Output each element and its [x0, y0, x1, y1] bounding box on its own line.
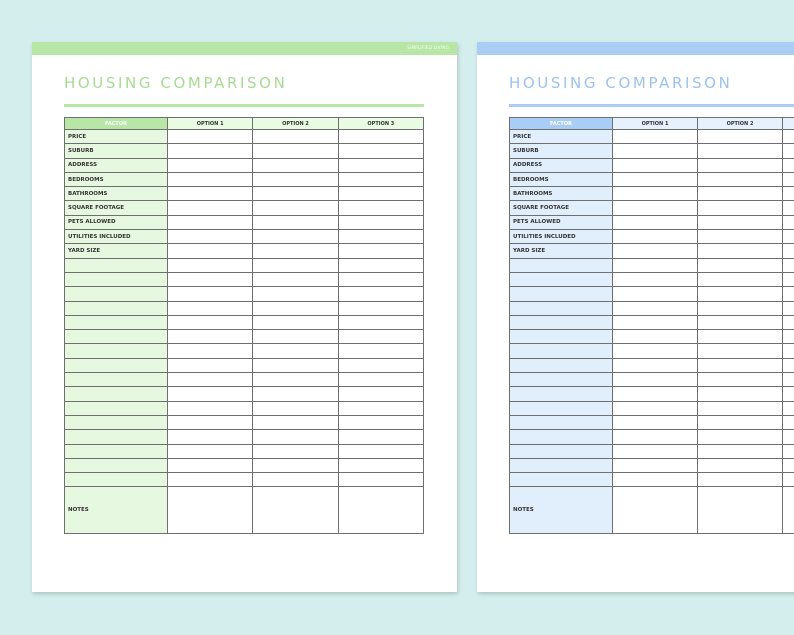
table-row: [65, 244, 424, 258]
factor-cell: ADDRESS: [510, 158, 613, 172]
option-3-cell[interactable]: [783, 215, 794, 229]
option-3-cell[interactable]: [338, 272, 423, 286]
table-row: [510, 172, 794, 186]
option-1-cell[interactable]: [613, 244, 698, 258]
option-1-cell[interactable]: [613, 473, 698, 487]
table-row: [65, 444, 424, 458]
factor-cell: [510, 272, 613, 286]
table-row: [65, 158, 424, 172]
option-1-cell[interactable]: [613, 187, 698, 201]
option-2-cell[interactable]: [698, 387, 783, 401]
option-3-cell[interactable]: [338, 258, 423, 272]
table-row: [65, 387, 424, 401]
worksheet-green: [32, 42, 457, 592]
option-3-cell[interactable]: [783, 230, 794, 244]
factor-cell: ADDRESS: [65, 158, 168, 172]
notes-option-3-cell[interactable]: [338, 487, 423, 534]
factor-cell: [510, 458, 613, 472]
option-2-cell[interactable]: [698, 272, 783, 286]
option-1-cell[interactable]: [168, 201, 253, 215]
option-1-cell[interactable]: [168, 444, 253, 458]
option-1-cell[interactable]: [168, 358, 253, 372]
notes-label: NOTES: [510, 487, 613, 534]
factor-cell: [510, 401, 613, 415]
option-1-cell[interactable]: [613, 301, 698, 315]
option-2-cell[interactable]: [698, 344, 783, 358]
option-3-cell[interactable]: [783, 358, 794, 372]
option-1-cell[interactable]: [168, 130, 253, 144]
option-1-cell[interactable]: [168, 473, 253, 487]
factor-cell: [65, 444, 168, 458]
option-3-cell[interactable]: [338, 330, 423, 344]
option-1-cell[interactable]: [168, 401, 253, 415]
title-underline: [64, 104, 424, 107]
option-2-cell[interactable]: [698, 401, 783, 415]
top-color-bar: [477, 42, 794, 55]
option-1-cell[interactable]: [168, 258, 253, 272]
option-1-cell[interactable]: [168, 272, 253, 286]
notes-label: NOTES: [65, 487, 168, 534]
factor-cell: [65, 458, 168, 472]
table-row: [510, 287, 794, 301]
option-3-cell[interactable]: [783, 144, 794, 158]
option-2-cell[interactable]: [698, 144, 783, 158]
option-3-cell[interactable]: [338, 187, 423, 201]
factor-cell: YARD SIZE: [510, 244, 613, 258]
table-row: [510, 473, 794, 487]
table-row: [65, 415, 424, 429]
option-3-cell[interactable]: [338, 458, 423, 472]
option-2-cell[interactable]: [698, 215, 783, 229]
column-header-option-3: OPTION 3: [338, 118, 423, 130]
table-row: [510, 430, 794, 444]
option-3-cell[interactable]: [338, 387, 423, 401]
factor-cell: [65, 344, 168, 358]
factor-cell: [65, 315, 168, 329]
table-row: [65, 130, 424, 144]
factor-cell: [510, 373, 613, 387]
factor-cell: [510, 473, 613, 487]
table-row: [510, 215, 794, 229]
factor-cell: [510, 258, 613, 272]
option-3-cell[interactable]: [338, 444, 423, 458]
option-3-cell[interactable]: [783, 258, 794, 272]
option-3-cell[interactable]: [783, 301, 794, 315]
table-row: [65, 373, 424, 387]
option-1-cell[interactable]: [168, 315, 253, 329]
option-2-cell[interactable]: [253, 301, 338, 315]
option-1-cell[interactable]: [168, 415, 253, 429]
option-1-cell[interactable]: [168, 215, 253, 229]
table-row: [65, 215, 424, 229]
option-2-cell[interactable]: [698, 358, 783, 372]
factor-cell: [65, 287, 168, 301]
option-2-cell[interactable]: [253, 473, 338, 487]
option-3-cell[interactable]: [338, 401, 423, 415]
option-3-cell[interactable]: [783, 244, 794, 258]
factor-cell: PETS ALLOWED: [65, 215, 168, 229]
option-3-cell[interactable]: [338, 158, 423, 172]
table-row: [65, 430, 424, 444]
factor-cell: SUBURB: [65, 144, 168, 158]
option-2-cell[interactable]: [253, 187, 338, 201]
table-row: [65, 201, 424, 215]
option-3-cell[interactable]: [783, 330, 794, 344]
factor-cell: [65, 387, 168, 401]
factor-cell: YARD SIZE: [65, 244, 168, 258]
comparison-table: [509, 117, 794, 534]
option-1-cell[interactable]: [168, 144, 253, 158]
table-row: [510, 272, 794, 286]
option-3-cell[interactable]: [338, 415, 423, 429]
factor-cell: PRICE: [65, 130, 168, 144]
title-underline: [509, 104, 794, 107]
option-3-cell[interactable]: [338, 201, 423, 215]
table-row: [510, 444, 794, 458]
option-2-cell[interactable]: [253, 272, 338, 286]
option-3-cell[interactable]: [338, 287, 423, 301]
factor-cell: SQUARE FOOTAGE: [510, 201, 613, 215]
option-1-cell[interactable]: [613, 215, 698, 229]
factor-cell: UTILITIES INCLUDED: [65, 230, 168, 244]
table-row: [65, 473, 424, 487]
option-3-cell[interactable]: [783, 272, 794, 286]
option-2-cell[interactable]: [253, 387, 338, 401]
table-row: [65, 358, 424, 372]
table-row: [65, 272, 424, 286]
option-2-cell[interactable]: [698, 230, 783, 244]
option-1-cell[interactable]: [168, 344, 253, 358]
option-2-cell[interactable]: [253, 287, 338, 301]
factor-cell: [510, 315, 613, 329]
factor-cell: UTILITIES INCLUDED: [510, 230, 613, 244]
factor-cell: [65, 258, 168, 272]
option-1-cell[interactable]: [613, 201, 698, 215]
option-1-cell[interactable]: [613, 315, 698, 329]
option-3-cell[interactable]: [783, 373, 794, 387]
option-2-cell[interactable]: [253, 130, 338, 144]
option-1-cell[interactable]: [613, 172, 698, 186]
factor-cell: [65, 272, 168, 286]
option-1-cell[interactable]: [613, 373, 698, 387]
option-3-cell[interactable]: [338, 144, 423, 158]
option-2-cell[interactable]: [698, 330, 783, 344]
factor-cell: BATHROOMS: [65, 187, 168, 201]
option-3-cell[interactable]: [338, 244, 423, 258]
option-1-cell[interactable]: [613, 144, 698, 158]
factor-cell: BEDROOMS: [510, 172, 613, 186]
table-row: [65, 230, 424, 244]
table-row: [510, 415, 794, 429]
option-1-cell[interactable]: [168, 244, 253, 258]
table-row: [510, 187, 794, 201]
notes-option-1-cell[interactable]: [613, 487, 698, 534]
factor-cell: [65, 373, 168, 387]
notes-option-3-cell[interactable]: [783, 487, 794, 534]
option-2-cell[interactable]: [253, 344, 338, 358]
notes-option-2-cell[interactable]: [253, 487, 338, 534]
option-1-cell[interactable]: [168, 287, 253, 301]
option-3-cell[interactable]: [783, 130, 794, 144]
option-2-cell[interactable]: [253, 230, 338, 244]
option-2-cell[interactable]: [698, 130, 783, 144]
option-3-cell[interactable]: [338, 473, 423, 487]
option-3-cell[interactable]: [338, 315, 423, 329]
column-header-option-1: OPTION 1: [168, 118, 253, 130]
option-3-cell[interactable]: [338, 130, 423, 144]
table-row: [65, 287, 424, 301]
factor-cell: [510, 415, 613, 429]
table-row: [65, 144, 424, 158]
option-1-cell[interactable]: [613, 387, 698, 401]
factor-cell: [65, 415, 168, 429]
option-2-cell[interactable]: [698, 444, 783, 458]
factor-cell: [65, 473, 168, 487]
factor-cell: [510, 444, 613, 458]
option-3-cell[interactable]: [783, 158, 794, 172]
option-3-cell[interactable]: [783, 430, 794, 444]
table-row: [65, 458, 424, 472]
table-row: [65, 315, 424, 329]
notes-option-1-cell[interactable]: [168, 487, 253, 534]
option-3-cell[interactable]: [783, 287, 794, 301]
option-1-cell[interactable]: [613, 258, 698, 272]
factor-cell: PRICE: [510, 130, 613, 144]
table-row: [510, 258, 794, 272]
option-3-cell[interactable]: [783, 401, 794, 415]
option-1-cell[interactable]: [168, 430, 253, 444]
option-2-cell[interactable]: [253, 444, 338, 458]
option-1-cell[interactable]: [613, 230, 698, 244]
factor-cell: [65, 401, 168, 415]
factor-cell: [65, 358, 168, 372]
option-2-cell[interactable]: [698, 287, 783, 301]
table-row: [510, 358, 794, 372]
table-row: [510, 130, 794, 144]
option-2-cell[interactable]: [698, 473, 783, 487]
option-3-cell[interactable]: [338, 172, 423, 186]
option-3-cell[interactable]: [783, 187, 794, 201]
table-row: [510, 301, 794, 315]
table-row: [65, 401, 424, 415]
option-3-cell[interactable]: [783, 315, 794, 329]
factor-cell: [510, 358, 613, 372]
option-3-cell[interactable]: [338, 301, 423, 315]
table-row: [510, 330, 794, 344]
option-1-cell[interactable]: [613, 130, 698, 144]
table-row: [65, 301, 424, 315]
table-header-row: [510, 118, 794, 130]
option-3-cell[interactable]: [783, 473, 794, 487]
option-2-cell[interactable]: [698, 201, 783, 215]
notes-row: [510, 487, 794, 534]
column-header-option-2: OPTION 2: [253, 118, 338, 130]
table-header-row: [65, 118, 424, 130]
table-row: [510, 401, 794, 415]
option-2-cell[interactable]: [253, 258, 338, 272]
factor-cell: [510, 287, 613, 301]
option-1-cell[interactable]: [168, 301, 253, 315]
table-row: [510, 387, 794, 401]
table-row: [65, 344, 424, 358]
option-2-cell[interactable]: [253, 215, 338, 229]
option-2-cell[interactable]: [253, 330, 338, 344]
worksheet-blue: [477, 42, 794, 592]
factor-cell: SQUARE FOOTAGE: [65, 201, 168, 215]
option-3-cell[interactable]: [783, 444, 794, 458]
option-1-cell[interactable]: [613, 287, 698, 301]
factor-cell: [510, 330, 613, 344]
option-1-cell[interactable]: [168, 330, 253, 344]
table-row: [65, 258, 424, 272]
option-2-cell[interactable]: [253, 244, 338, 258]
table-row: [510, 244, 794, 258]
option-2-cell[interactable]: [253, 172, 338, 186]
option-2-cell[interactable]: [253, 315, 338, 329]
table-row: [510, 158, 794, 172]
option-2-cell[interactable]: [253, 358, 338, 372]
table-row: [65, 187, 424, 201]
option-2-cell[interactable]: [253, 458, 338, 472]
option-3-cell[interactable]: [338, 230, 423, 244]
option-3-cell[interactable]: [783, 387, 794, 401]
table-row: [510, 230, 794, 244]
option-2-cell[interactable]: [698, 301, 783, 315]
option-3-cell[interactable]: [783, 201, 794, 215]
option-2-cell[interactable]: [698, 415, 783, 429]
factor-cell: BATHROOMS: [510, 187, 613, 201]
option-1-cell[interactable]: [613, 401, 698, 415]
option-3-cell[interactable]: [338, 215, 423, 229]
page-title: HOUSING COMPARISON: [509, 74, 733, 92]
column-header-option-1: OPTION 1: [613, 118, 698, 130]
option-1-cell[interactable]: [168, 187, 253, 201]
option-2-cell[interactable]: [253, 201, 338, 215]
top-color-bar: [32, 42, 457, 55]
option-2-cell[interactable]: [698, 187, 783, 201]
option-1-cell[interactable]: [168, 387, 253, 401]
option-1-cell[interactable]: [168, 373, 253, 387]
factor-cell: [510, 344, 613, 358]
option-2-cell[interactable]: [698, 373, 783, 387]
option-3-cell[interactable]: [783, 172, 794, 186]
option-2-cell[interactable]: [698, 315, 783, 329]
option-2-cell[interactable]: [253, 144, 338, 158]
column-header-factor: FACTOR: [65, 118, 168, 130]
option-2-cell[interactable]: [253, 401, 338, 415]
option-1-cell[interactable]: [613, 330, 698, 344]
factor-cell: [65, 430, 168, 444]
factor-cell: SUBURB: [510, 144, 613, 158]
notes-option-2-cell[interactable]: [698, 487, 783, 534]
option-2-cell[interactable]: [698, 430, 783, 444]
option-3-cell[interactable]: [338, 430, 423, 444]
notes-row: [65, 487, 424, 534]
option-1-cell[interactable]: [613, 358, 698, 372]
option-1-cell[interactable]: [613, 272, 698, 286]
option-2-cell[interactable]: [253, 158, 338, 172]
table-row: [65, 172, 424, 186]
factor-cell: [510, 301, 613, 315]
column-header-factor: FACTOR: [510, 118, 613, 130]
option-1-cell[interactable]: [168, 458, 253, 472]
option-3-cell[interactable]: [338, 358, 423, 372]
option-1-cell[interactable]: [613, 430, 698, 444]
table-row: [510, 458, 794, 472]
table-row: [510, 201, 794, 215]
factor-cell: [65, 330, 168, 344]
option-1-cell[interactable]: [168, 158, 253, 172]
table-row: [510, 344, 794, 358]
option-3-cell[interactable]: [783, 458, 794, 472]
option-1-cell[interactable]: [613, 458, 698, 472]
brand-label: SIMPLIFIED LIVING: [407, 45, 449, 50]
table-row: [65, 330, 424, 344]
option-1-cell[interactable]: [613, 444, 698, 458]
option-3-cell[interactable]: [783, 415, 794, 429]
option-2-cell[interactable]: [698, 258, 783, 272]
page-title: HOUSING COMPARISON: [64, 74, 288, 92]
option-1-cell[interactable]: [613, 415, 698, 429]
factor-cell: [510, 387, 613, 401]
option-2-cell[interactable]: [253, 430, 338, 444]
table-row: [510, 315, 794, 329]
option-3-cell[interactable]: [338, 344, 423, 358]
option-1-cell[interactable]: [613, 344, 698, 358]
column-header-option-3: [783, 118, 794, 130]
option-1-cell[interactable]: [168, 172, 253, 186]
option-1-cell[interactable]: [168, 230, 253, 244]
option-3-cell[interactable]: [338, 373, 423, 387]
option-2-cell[interactable]: [253, 373, 338, 387]
option-2-cell[interactable]: [698, 172, 783, 186]
option-3-cell[interactable]: [783, 344, 794, 358]
factor-cell: PETS ALLOWED: [510, 215, 613, 229]
factor-cell: [65, 301, 168, 315]
comparison-table: [64, 117, 424, 534]
factor-cell: [510, 430, 613, 444]
table-row: [510, 373, 794, 387]
column-header-option-2: OPTION 2: [698, 118, 783, 130]
option-2-cell[interactable]: [698, 158, 783, 172]
factor-cell: BEDROOMS: [65, 172, 168, 186]
option-2-cell[interactable]: [698, 244, 783, 258]
option-2-cell[interactable]: [253, 415, 338, 429]
option-2-cell[interactable]: [698, 458, 783, 472]
option-1-cell[interactable]: [613, 158, 698, 172]
table-row: [510, 144, 794, 158]
